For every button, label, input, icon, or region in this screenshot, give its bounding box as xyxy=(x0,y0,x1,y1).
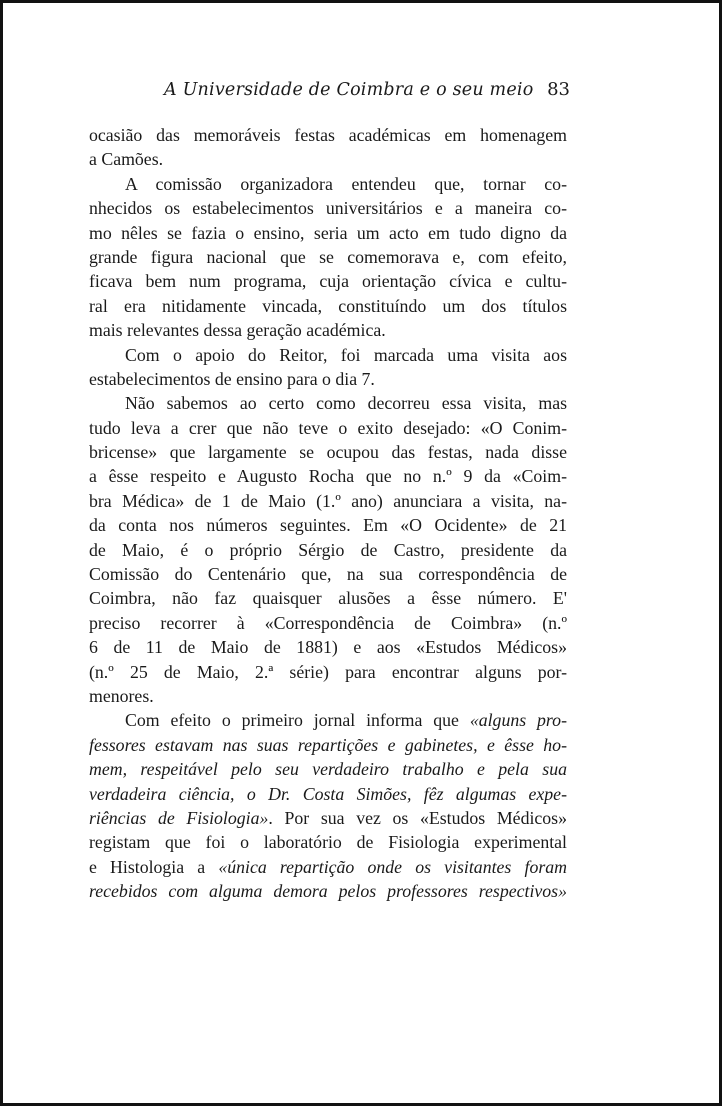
text-line xyxy=(89,733,567,757)
text-line: a êsse respeito e Augusto Rocha que no n.º 9 da «Coim- xyxy=(89,466,567,487)
text-line xyxy=(89,879,567,903)
text-line: (n.º 25 de Maio, 2.ª série) para encontrar alguns por- xyxy=(89,661,567,682)
line-italic: verdadeira ciência, o Dr. Costa Simões, fêz algumas expe- xyxy=(89,783,567,804)
text-line: estabelecimentos de ensino para o dia 7. xyxy=(89,368,375,389)
text-line: ficava bem num programa, cuja orientação cívica e cultu- xyxy=(89,271,567,292)
line-roman: Com efeito o primeiro jornal informa que xyxy=(125,710,470,731)
text-line: nhecidos os estabelecimentos universitários e a maneira co- xyxy=(89,198,567,219)
text-line: tudo leva a crer que não teve o exito desejado: «O Conim- xyxy=(89,417,567,438)
text-line: bra Médica» de 1 de Maio (1.º ano) anunciara a visita, na- xyxy=(89,490,567,511)
text-line xyxy=(89,757,567,781)
text-line: bricense» que largamente se ocupou das festas, nada disse xyxy=(89,442,567,463)
text-line: menores. xyxy=(89,685,154,706)
text-line: de Maio, é o próprio Sérgio de Castro, presidente da xyxy=(89,539,567,560)
text-line xyxy=(89,806,567,830)
line-roman: e Histologia a xyxy=(89,856,219,877)
text-line xyxy=(89,782,567,806)
text-line: da conta nos números seguintes. Em «O Ocidente» de 21 xyxy=(89,515,567,536)
page-number: 83 xyxy=(547,79,570,100)
text-line: grande figura nacional que se comemorava e, com efeito, xyxy=(89,246,567,267)
line-italic: mem, respeitável pelo seu verdadeiro trabalho e pela sua xyxy=(89,759,567,780)
text-line: a Camões. xyxy=(89,149,164,170)
text-line: A comissão organizadora entendeu que, tornar co- xyxy=(125,173,567,194)
running-title: A Universidade de Coimbra e o seu meio xyxy=(164,80,534,100)
text-line: Coimbra, não faz quaisquer alusões a êsse número. E' xyxy=(89,588,567,609)
page-header xyxy=(88,75,570,107)
line-italic: «alguns pro- xyxy=(469,710,567,731)
body-text xyxy=(89,123,567,904)
line-roman: . Por sua vez os «Estudos Médicos» xyxy=(268,807,567,828)
text-line: ral era nitidamente vincada, constituíndo um dos títulos xyxy=(89,295,567,316)
text-line: 6 de 11 de Maio de 1881) e aos «Estudos Médicos» xyxy=(89,637,567,658)
text-line xyxy=(89,708,567,732)
text-line: Não sabemos ao certo como decorreu essa visita, mas xyxy=(125,393,567,414)
text-line: mais relevantes dessa geração académica. xyxy=(89,320,386,341)
text-line xyxy=(89,855,567,879)
text-line: mo nêles se fazia o ensino, seria um acto em tudo digno da xyxy=(89,222,567,243)
text-line: Comissão do Centenário que, na sua correspondência de xyxy=(89,564,567,585)
line-italic: «única repartição onde os visitantes foram xyxy=(218,856,567,877)
line-italic: riências de Fisiologia» xyxy=(89,807,269,828)
text-line: Com o apoio do Reitor, foi marcada uma visita aos xyxy=(125,344,567,365)
text-line: preciso recorrer à «Correspondência de Coimbra» (n.º xyxy=(89,612,567,633)
line-italic: fessores estavam nas suas repartições e gabinetes, e êsse ho- xyxy=(89,734,567,755)
line-italic: recebidos com alguma demora pelos professores respectivos» xyxy=(89,881,567,902)
text-line: ocasião das memoráveis festas académicas em homenagem xyxy=(89,125,567,145)
text-line: registam que foi o laboratório de Fisiologia experimental xyxy=(89,832,567,853)
